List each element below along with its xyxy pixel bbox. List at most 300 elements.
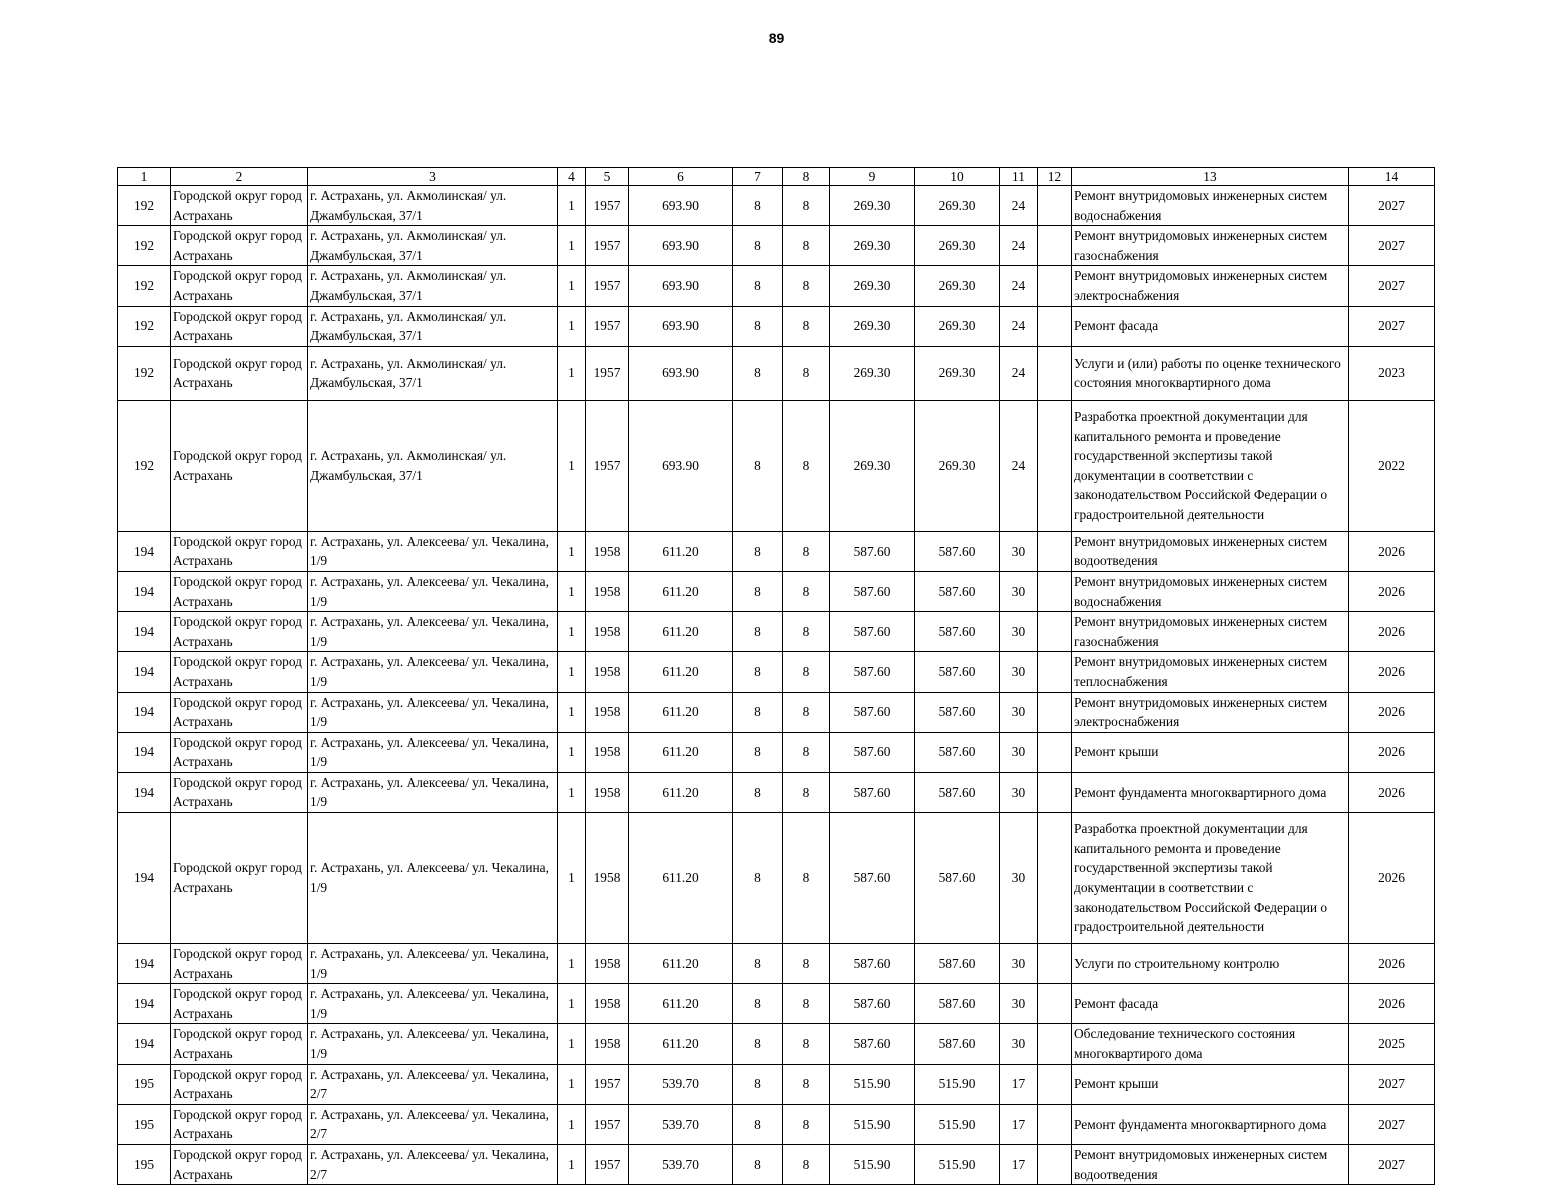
column-header-5: 5 <box>586 168 629 186</box>
cell-col-2: Городской округ город Астрахань <box>171 984 308 1024</box>
cell-col-14: 2023 <box>1349 346 1435 400</box>
cell-col-11: 30 <box>1000 612 1038 652</box>
cell-col-14: 2026 <box>1349 732 1435 772</box>
cell-col-12 <box>1038 813 1072 944</box>
cell-col-11: 17 <box>1000 1145 1038 1185</box>
column-header-3: 3 <box>308 168 558 186</box>
cell-col-13: Ремонт внутридомовых инженерных систем водоотведения <box>1072 531 1349 571</box>
table-row <box>118 1104 1435 1144</box>
cell-col-12 <box>1038 984 1072 1024</box>
cell-col-10: 587.60 <box>915 984 1000 1024</box>
cell-col-8: 8 <box>783 186 830 226</box>
cell-col-13: Разработка проектной документации для капитального ремонта и проведение государственной экспертизы такой документации в соответствии с законодательством Российской Федерации о градостроительной деятельности <box>1072 813 1349 944</box>
cell-col-8: 8 <box>783 266 830 306</box>
cell-col-14: 2027 <box>1349 306 1435 346</box>
cell-col-3: г. Астрахань, ул. Акмолинская/ ул. Джамбульская, 37/1 <box>308 266 558 306</box>
cell-col-14: 2026 <box>1349 984 1435 1024</box>
cell-col-7: 8 <box>733 1024 783 1064</box>
cell-col-2: Городской округ город Астрахань <box>171 1145 308 1185</box>
cell-col-3: г. Астрахань, ул. Акмолинская/ ул. Джамбульская, 37/1 <box>308 400 558 531</box>
cell-col-2: Городской округ город Астрахань <box>171 400 308 531</box>
cell-col-1: 194 <box>118 652 171 692</box>
cell-col-10: 587.60 <box>915 772 1000 812</box>
cell-col-7: 8 <box>733 612 783 652</box>
cell-col-8: 8 <box>783 1104 830 1144</box>
cell-col-2: Городской округ город Астрахань <box>171 612 308 652</box>
table-row <box>118 692 1435 732</box>
cell-col-6: 611.20 <box>629 571 733 611</box>
cell-col-11: 30 <box>1000 652 1038 692</box>
cell-col-1: 194 <box>118 692 171 732</box>
cell-col-1: 192 <box>118 306 171 346</box>
cell-col-6: 611.20 <box>629 813 733 944</box>
cell-col-5: 1958 <box>586 531 629 571</box>
cell-col-4: 1 <box>558 612 586 652</box>
cell-col-14: 2027 <box>1349 1104 1435 1144</box>
cell-col-1: 195 <box>118 1104 171 1144</box>
cell-col-4: 1 <box>558 571 586 611</box>
cell-col-10: 587.60 <box>915 531 1000 571</box>
column-header-4: 4 <box>558 168 586 186</box>
cell-col-11: 30 <box>1000 984 1038 1024</box>
cell-col-4: 1 <box>558 1104 586 1144</box>
cell-col-9: 515.90 <box>830 1064 915 1104</box>
cell-col-9: 269.30 <box>830 226 915 266</box>
cell-col-5: 1958 <box>586 571 629 611</box>
cell-col-1: 192 <box>118 266 171 306</box>
cell-col-9: 587.60 <box>830 531 915 571</box>
cell-col-7: 8 <box>733 400 783 531</box>
cell-col-3: г. Астрахань, ул. Алексеева/ ул. Чекалина, 1/9 <box>308 652 558 692</box>
cell-col-11: 24 <box>1000 226 1038 266</box>
cell-col-13: Ремонт внутридомовых инженерных систем газоснабжения <box>1072 612 1349 652</box>
cell-col-8: 8 <box>783 400 830 531</box>
cell-col-9: 515.90 <box>830 1104 915 1144</box>
cell-col-9: 587.60 <box>830 944 915 984</box>
cell-col-8: 8 <box>783 571 830 611</box>
cell-col-12 <box>1038 531 1072 571</box>
cell-col-2: Городской округ город Астрахань <box>171 571 308 611</box>
cell-col-12 <box>1038 186 1072 226</box>
cell-col-1: 194 <box>118 944 171 984</box>
cell-col-11: 30 <box>1000 692 1038 732</box>
cell-col-2: Городской округ город Астрахань <box>171 531 308 571</box>
table-row <box>118 306 1435 346</box>
cell-col-3: г. Астрахань, ул. Алексеева/ ул. Чекалина, 1/9 <box>308 984 558 1024</box>
cell-col-4: 1 <box>558 266 586 306</box>
cell-col-6: 611.20 <box>629 612 733 652</box>
cell-col-10: 515.90 <box>915 1104 1000 1144</box>
cell-col-4: 1 <box>558 1145 586 1185</box>
cell-col-7: 8 <box>733 772 783 812</box>
cell-col-8: 8 <box>783 1145 830 1185</box>
cell-col-3: г. Астрахань, ул. Алексеева/ ул. Чекалина, 1/9 <box>308 571 558 611</box>
cell-col-9: 269.30 <box>830 400 915 531</box>
cell-col-14: 2022 <box>1349 400 1435 531</box>
cell-col-9: 515.90 <box>830 1145 915 1185</box>
cell-col-10: 587.60 <box>915 813 1000 944</box>
cell-col-12 <box>1038 1064 1072 1104</box>
cell-col-1: 195 <box>118 1145 171 1185</box>
cell-col-6: 539.70 <box>629 1145 733 1185</box>
cell-col-1: 192 <box>118 186 171 226</box>
cell-col-10: 587.60 <box>915 612 1000 652</box>
table-row <box>118 984 1435 1024</box>
cell-col-11: 30 <box>1000 531 1038 571</box>
cell-col-7: 8 <box>733 944 783 984</box>
cell-col-2: Городской округ город Астрахань <box>171 1104 308 1144</box>
cell-col-6: 611.20 <box>629 944 733 984</box>
cell-col-9: 269.30 <box>830 266 915 306</box>
cell-col-10: 515.90 <box>915 1145 1000 1185</box>
cell-col-14: 2026 <box>1349 944 1435 984</box>
cell-col-8: 8 <box>783 1024 830 1064</box>
cell-col-13: Ремонт фасада <box>1072 984 1349 1024</box>
cell-col-5: 1958 <box>586 984 629 1024</box>
cell-col-1: 194 <box>118 571 171 611</box>
table-row <box>118 1024 1435 1064</box>
cell-col-11: 30 <box>1000 732 1038 772</box>
cell-col-12 <box>1038 612 1072 652</box>
cell-col-8: 8 <box>783 1064 830 1104</box>
cell-col-12 <box>1038 1145 1072 1185</box>
cell-col-10: 587.60 <box>915 732 1000 772</box>
cell-col-4: 1 <box>558 531 586 571</box>
cell-col-7: 8 <box>733 1145 783 1185</box>
cell-col-2: Городской округ город Астрахань <box>171 652 308 692</box>
cell-col-4: 1 <box>558 186 586 226</box>
cell-col-12 <box>1038 306 1072 346</box>
cell-col-10: 269.30 <box>915 400 1000 531</box>
cell-col-6: 611.20 <box>629 692 733 732</box>
table-row <box>118 1064 1435 1104</box>
table-row <box>118 400 1435 531</box>
cell-col-14: 2026 <box>1349 571 1435 611</box>
cell-col-3: г. Астрахань, ул. Алексеева/ ул. Чекалина, 2/7 <box>308 1064 558 1104</box>
cell-col-2: Городской округ город Астрахань <box>171 346 308 400</box>
cell-col-1: 194 <box>118 772 171 812</box>
cell-col-8: 8 <box>783 226 830 266</box>
cell-col-2: Городской округ город Астрахань <box>171 266 308 306</box>
cell-col-4: 1 <box>558 400 586 531</box>
cell-col-5: 1958 <box>586 732 629 772</box>
cell-col-11: 30 <box>1000 944 1038 984</box>
cell-col-9: 269.30 <box>830 306 915 346</box>
cell-col-10: 269.30 <box>915 226 1000 266</box>
cell-col-13: Обследование технического состояния многоквартирого дома <box>1072 1024 1349 1064</box>
cell-col-10: 269.30 <box>915 186 1000 226</box>
column-header-12: 12 <box>1038 168 1072 186</box>
column-header-2: 2 <box>171 168 308 186</box>
cell-col-11: 17 <box>1000 1104 1038 1144</box>
cell-col-11: 24 <box>1000 266 1038 306</box>
cell-col-13: Ремонт внутридомовых инженерных систем водоотведения <box>1072 1145 1349 1185</box>
cell-col-4: 1 <box>558 944 586 984</box>
cell-col-10: 587.60 <box>915 692 1000 732</box>
table-row <box>118 226 1435 266</box>
cell-col-13: Ремонт фундамента многоквартирного дома <box>1072 1104 1349 1144</box>
cell-col-9: 587.60 <box>830 813 915 944</box>
cell-col-13: Ремонт внутридомовых инженерных систем теплоснабжения <box>1072 652 1349 692</box>
cell-col-3: г. Астрахань, ул. Акмолинская/ ул. Джамбульская, 37/1 <box>308 186 558 226</box>
cell-col-9: 587.60 <box>830 732 915 772</box>
cell-col-5: 1958 <box>586 692 629 732</box>
cell-col-7: 8 <box>733 692 783 732</box>
column-header-14: 14 <box>1349 168 1435 186</box>
cell-col-4: 1 <box>558 813 586 944</box>
cell-col-14: 2027 <box>1349 1064 1435 1104</box>
cell-col-1: 195 <box>118 1064 171 1104</box>
cell-col-4: 1 <box>558 984 586 1024</box>
cell-col-11: 24 <box>1000 186 1038 226</box>
cell-col-2: Городской округ город Астрахань <box>171 813 308 944</box>
cell-col-9: 587.60 <box>830 571 915 611</box>
cell-col-1: 194 <box>118 813 171 944</box>
table-row <box>118 571 1435 611</box>
cell-col-13: Разработка проектной документации для капитального ремонта и проведение государственной экспертизы такой документации в соответствии с законодательством Российской Федерации о градостроительной деятельности <box>1072 400 1349 531</box>
cell-col-5: 1958 <box>586 652 629 692</box>
cell-col-12 <box>1038 226 1072 266</box>
cell-col-2: Городской округ город Астрахань <box>171 186 308 226</box>
cell-col-10: 269.30 <box>915 266 1000 306</box>
cell-col-5: 1957 <box>586 1064 629 1104</box>
cell-col-3: г. Астрахань, ул. Алексеева/ ул. Чекалина, 1/9 <box>308 944 558 984</box>
cell-col-12 <box>1038 1024 1072 1064</box>
cell-col-6: 611.20 <box>629 652 733 692</box>
cell-col-12 <box>1038 400 1072 531</box>
table-row <box>118 186 1435 226</box>
cell-col-10: 587.60 <box>915 1024 1000 1064</box>
table-row <box>118 732 1435 772</box>
cell-col-9: 587.60 <box>830 984 915 1024</box>
cell-col-12 <box>1038 266 1072 306</box>
cell-col-3: г. Астрахань, ул. Акмолинская/ ул. Джамбульская, 37/1 <box>308 226 558 266</box>
cell-col-2: Городской округ город Астрахань <box>171 772 308 812</box>
table-row <box>118 1145 1435 1185</box>
cell-col-7: 8 <box>733 984 783 1024</box>
cell-col-6: 539.70 <box>629 1104 733 1144</box>
cell-col-14: 2027 <box>1349 266 1435 306</box>
cell-col-14: 2026 <box>1349 772 1435 812</box>
cell-col-7: 8 <box>733 346 783 400</box>
table-row <box>118 652 1435 692</box>
cell-col-4: 1 <box>558 346 586 400</box>
cell-col-12 <box>1038 1104 1072 1144</box>
cell-col-11: 24 <box>1000 400 1038 531</box>
cell-col-7: 8 <box>733 732 783 772</box>
cell-col-4: 1 <box>558 732 586 772</box>
cell-col-10: 515.90 <box>915 1064 1000 1104</box>
cell-col-12 <box>1038 732 1072 772</box>
cell-col-5: 1957 <box>586 1145 629 1185</box>
cell-col-1: 194 <box>118 984 171 1024</box>
cell-col-8: 8 <box>783 306 830 346</box>
cell-col-14: 2027 <box>1349 186 1435 226</box>
table-row <box>118 266 1435 306</box>
cell-col-6: 539.70 <box>629 1064 733 1104</box>
cell-col-4: 1 <box>558 306 586 346</box>
cell-col-11: 17 <box>1000 1064 1038 1104</box>
cell-col-10: 269.30 <box>915 306 1000 346</box>
cell-col-13: Услуги и (или) работы по оценке технического состояния многоквартирного дома <box>1072 346 1349 400</box>
cell-col-8: 8 <box>783 612 830 652</box>
cell-col-13: Ремонт внутридомовых инженерных систем электроснабжения <box>1072 266 1349 306</box>
cell-col-11: 30 <box>1000 813 1038 944</box>
cell-col-7: 8 <box>733 652 783 692</box>
cell-col-12 <box>1038 346 1072 400</box>
cell-col-6: 693.90 <box>629 306 733 346</box>
cell-col-1: 192 <box>118 226 171 266</box>
cell-col-11: 24 <box>1000 346 1038 400</box>
cell-col-1: 194 <box>118 531 171 571</box>
cell-col-13: Ремонт внутридомовых инженерных систем газоснабжения <box>1072 226 1349 266</box>
cell-col-7: 8 <box>733 1104 783 1144</box>
cell-col-6: 693.90 <box>629 226 733 266</box>
cell-col-11: 30 <box>1000 772 1038 812</box>
cell-col-6: 693.90 <box>629 186 733 226</box>
cell-col-3: г. Астрахань, ул. Алексеева/ ул. Чекалина, 1/9 <box>308 612 558 652</box>
column-header-10: 10 <box>915 168 1000 186</box>
table-row <box>118 772 1435 812</box>
cell-col-8: 8 <box>783 346 830 400</box>
cell-col-3: г. Астрахань, ул. Алексеева/ ул. Чекалина, 1/9 <box>308 531 558 571</box>
cell-col-14: 2027 <box>1349 226 1435 266</box>
cell-col-11: 30 <box>1000 571 1038 611</box>
cell-col-10: 587.60 <box>915 944 1000 984</box>
cell-col-4: 1 <box>558 652 586 692</box>
cell-col-2: Городской округ город Астрахань <box>171 1064 308 1104</box>
column-header-9: 9 <box>830 168 915 186</box>
column-header-8: 8 <box>783 168 830 186</box>
cell-col-14: 2026 <box>1349 692 1435 732</box>
cell-col-1: 194 <box>118 1024 171 1064</box>
table-row <box>118 944 1435 984</box>
column-header-7: 7 <box>733 168 783 186</box>
cell-col-6: 693.90 <box>629 346 733 400</box>
cell-col-5: 1958 <box>586 612 629 652</box>
cell-col-5: 1958 <box>586 813 629 944</box>
cell-col-5: 1958 <box>586 944 629 984</box>
cell-col-9: 269.30 <box>830 186 915 226</box>
cell-col-9: 269.30 <box>830 346 915 400</box>
cell-col-3: г. Астрахань, ул. Акмолинская/ ул. Джамбульская, 37/1 <box>308 346 558 400</box>
cell-col-3: г. Астрахань, ул. Акмолинская/ ул. Джамбульская, 37/1 <box>308 306 558 346</box>
cell-col-5: 1957 <box>586 266 629 306</box>
cell-col-14: 2026 <box>1349 652 1435 692</box>
cell-col-4: 1 <box>558 772 586 812</box>
table-row <box>118 612 1435 652</box>
cell-col-12 <box>1038 692 1072 732</box>
cell-col-3: г. Астрахань, ул. Алексеева/ ул. Чекалина, 1/9 <box>308 772 558 812</box>
cell-col-7: 8 <box>733 306 783 346</box>
cell-col-7: 8 <box>733 226 783 266</box>
cell-col-7: 8 <box>733 531 783 571</box>
column-header-1: 1 <box>118 168 171 186</box>
cell-col-3: г. Астрахань, ул. Алексеева/ ул. Чекалина, 1/9 <box>308 692 558 732</box>
cell-col-13: Ремонт фасада <box>1072 306 1349 346</box>
cell-col-2: Городской округ город Астрахань <box>171 692 308 732</box>
column-header-13: 13 <box>1072 168 1349 186</box>
cell-col-5: 1958 <box>586 772 629 812</box>
cell-col-13: Услуги по строительному контролю <box>1072 944 1349 984</box>
cell-col-10: 587.60 <box>915 652 1000 692</box>
cell-col-2: Городской округ город Астрахань <box>171 944 308 984</box>
cell-col-7: 8 <box>733 1064 783 1104</box>
registry-table <box>117 167 1435 1185</box>
cell-col-12 <box>1038 772 1072 812</box>
cell-col-4: 1 <box>558 1024 586 1064</box>
cell-col-11: 24 <box>1000 306 1038 346</box>
column-header-11: 11 <box>1000 168 1038 186</box>
cell-col-13: Ремонт внутридомовых инженерных систем водоснабжения <box>1072 186 1349 226</box>
cell-col-9: 587.60 <box>830 772 915 812</box>
cell-col-2: Городской округ город Астрахань <box>171 306 308 346</box>
table-header <box>118 168 1435 186</box>
cell-col-5: 1957 <box>586 306 629 346</box>
cell-col-6: 611.20 <box>629 531 733 571</box>
cell-col-8: 8 <box>783 813 830 944</box>
cell-col-1: 192 <box>118 400 171 531</box>
cell-col-6: 611.20 <box>629 732 733 772</box>
cell-col-6: 611.20 <box>629 984 733 1024</box>
cell-col-13: Ремонт крыши <box>1072 1064 1349 1104</box>
cell-col-8: 8 <box>783 772 830 812</box>
cell-col-6: 611.20 <box>629 1024 733 1064</box>
table-row <box>118 346 1435 400</box>
page-number: 89 <box>768 30 785 46</box>
cell-col-13: Ремонт внутридомовых инженерных систем водоснабжения <box>1072 571 1349 611</box>
cell-col-5: 1958 <box>586 1024 629 1064</box>
cell-col-3: г. Астрахань, ул. Алексеева/ ул. Чекалина, 2/7 <box>308 1104 558 1144</box>
cell-col-1: 194 <box>118 612 171 652</box>
cell-col-7: 8 <box>733 813 783 944</box>
cell-col-10: 587.60 <box>915 571 1000 611</box>
cell-col-5: 1957 <box>586 186 629 226</box>
cell-col-4: 1 <box>558 226 586 266</box>
table-row <box>118 813 1435 944</box>
cell-col-9: 587.60 <box>830 652 915 692</box>
cell-col-5: 1957 <box>586 400 629 531</box>
cell-col-8: 8 <box>783 652 830 692</box>
cell-col-2: Городской округ город Астрахань <box>171 1024 308 1064</box>
cell-col-2: Городской округ город Астрахань <box>171 732 308 772</box>
cell-col-8: 8 <box>783 984 830 1024</box>
cell-col-3: г. Астрахань, ул. Алексеева/ ул. Чекалина, 1/9 <box>308 1024 558 1064</box>
cell-col-2: Городской округ город Астрахань <box>171 226 308 266</box>
cell-col-4: 1 <box>558 692 586 732</box>
cell-col-1: 192 <box>118 346 171 400</box>
cell-col-13: Ремонт внутридомовых инженерных систем электроснабжения <box>1072 692 1349 732</box>
cell-col-3: г. Астрахань, ул. Алексеева/ ул. Чекалина, 1/9 <box>308 732 558 772</box>
cell-col-14: 2026 <box>1349 612 1435 652</box>
cell-col-7: 8 <box>733 571 783 611</box>
table-body <box>118 186 1435 1185</box>
cell-col-9: 587.60 <box>830 1024 915 1064</box>
cell-col-9: 587.60 <box>830 692 915 732</box>
table-row <box>118 531 1435 571</box>
cell-col-8: 8 <box>783 732 830 772</box>
cell-col-9: 587.60 <box>830 612 915 652</box>
cell-col-12 <box>1038 652 1072 692</box>
cell-col-1: 194 <box>118 732 171 772</box>
cell-col-8: 8 <box>783 692 830 732</box>
cell-col-5: 1957 <box>586 1104 629 1144</box>
cell-col-14: 2026 <box>1349 813 1435 944</box>
cell-col-3: г. Астрахань, ул. Алексеева/ ул. Чекалина, 1/9 <box>308 813 558 944</box>
column-header-6: 6 <box>629 168 733 186</box>
cell-col-6: 693.90 <box>629 400 733 531</box>
cell-col-13: Ремонт крыши <box>1072 732 1349 772</box>
